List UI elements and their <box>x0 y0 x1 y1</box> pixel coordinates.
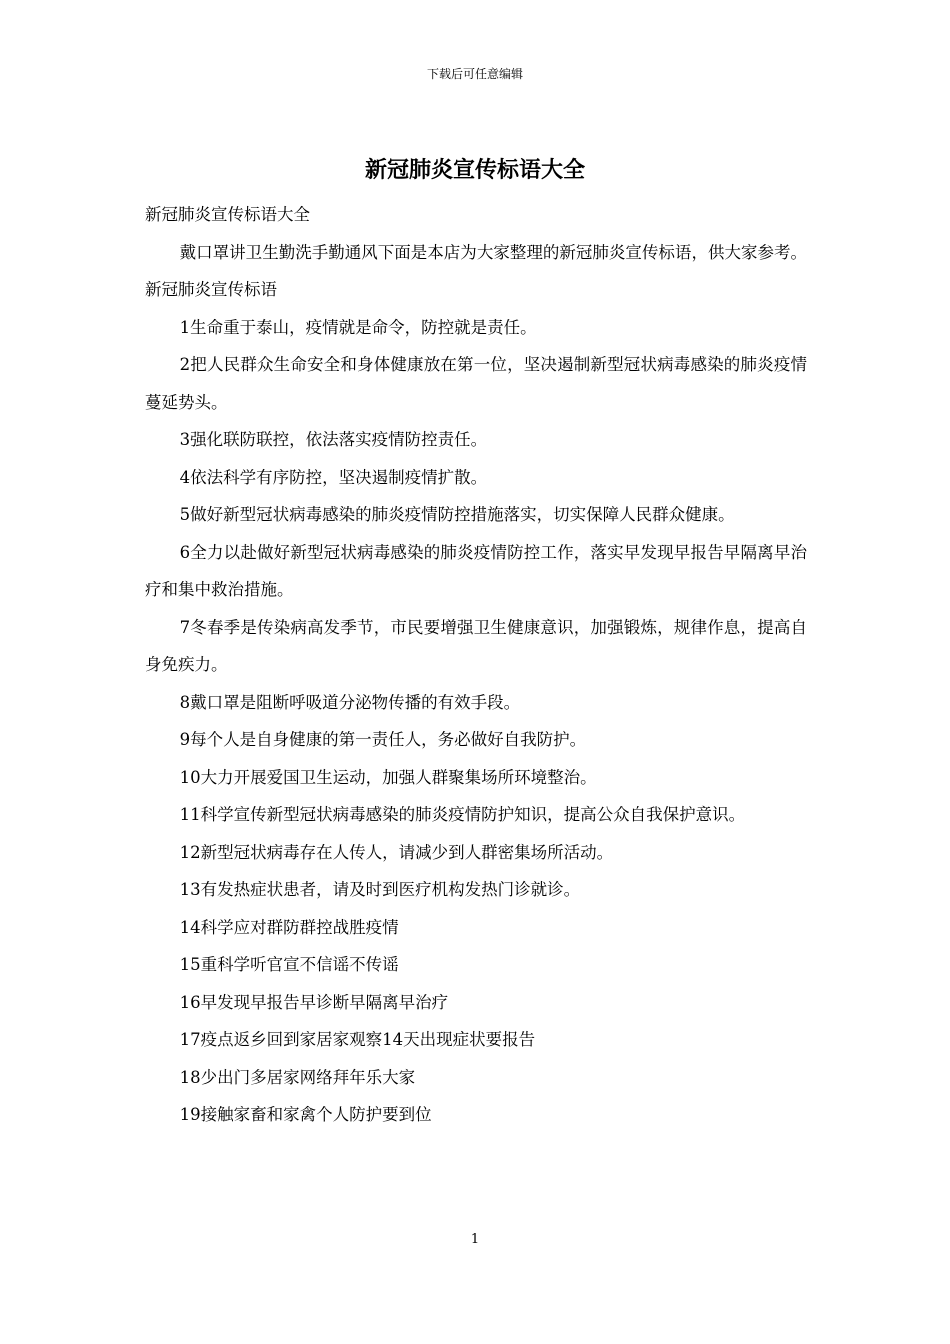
slogan-item: 13有发热症状患者，请及时到医疗机构发热门诊就诊。 <box>179 880 581 899</box>
document-subtitle: 新冠肺炎宣传标语大全 <box>145 205 310 224</box>
page-number: 1 <box>470 1232 480 1247</box>
page-header-note: 下载后可任意编辑 <box>426 67 523 81</box>
slogan-item: 3强化联防联控，依法落实疫情防控责任。 <box>179 430 488 449</box>
slogan-item: 15重科学听官宣不信谣不传谣 <box>179 955 399 974</box>
slogan-item: 5做好新型冠状病毒感染的肺炎疫情防控措施落实，切实保障人民群众健康。 <box>179 505 735 524</box>
slogan-item: 11科学宣传新型冠状病毒感染的肺炎疫情防护知识，提高公众自我保护意识。 <box>179 805 746 824</box>
slogan-item: 10大力开展爱国卫生运动，加强人群聚集场所环境整治。 <box>179 767 597 787</box>
slogan-item: 9每个人是自身健康的第一责任人，务必做好自我防护。 <box>179 730 587 749</box>
slogan-item: 8戴口罩是阻断呼吸道分泌物传播的有效手段。 <box>179 692 521 712</box>
document-title: 新冠肺炎宣传标语大全 <box>364 157 585 183</box>
slogan-item: 1生命重于泰山，疫情就是命令，防控就是责任。 <box>179 317 537 337</box>
slogan-item: 19接触家畜和家禽个人防护要到位 <box>179 1105 432 1124</box>
slogan-item: 14科学应对群防群控战胜疫情 <box>179 917 399 937</box>
slogan-item: 12新型冠状病毒存在人传人，请减少到人群密集场所活动。 <box>179 842 614 862</box>
slogan-item: 16早发现早报告早诊断早隔离早治疗 <box>179 992 449 1012</box>
slogan-item: 7冬春季是传染病高发季节，市民要增强卫生健康意识，加强锻炼，规律作息，提高自身免疾力。 <box>145 617 807 674</box>
slogan-item: 6全力以赴做好新型冠状病毒感染的肺炎疫情防控工作，落实早发现早报告早隔离早治疗和集中救治措施。 <box>145 542 807 599</box>
slogan-item: 2把人民群众生命安全和身体健康放在第一位，坚决遏制新型冠状病毒感染的肺炎疫情蔓延势头。 <box>145 355 807 412</box>
slogan-item: 4依法科学有序防控，坚决遏制疫情扩散。 <box>179 467 488 487</box>
document-body <box>145 196 807 1134</box>
slogan-item: 17疫点返乡回到家居家观察14天出现症状要报告 <box>179 1030 536 1049</box>
slogan-item: 18少出门多居家网络拜年乐大家 <box>179 1067 416 1087</box>
intro-paragraph: 戴口罩讲卫生勤洗手勤通风下面是本店为大家整理的新冠肺炎宣传标语，供大家参考。新冠肺炎宣传标语 <box>145 242 807 299</box>
